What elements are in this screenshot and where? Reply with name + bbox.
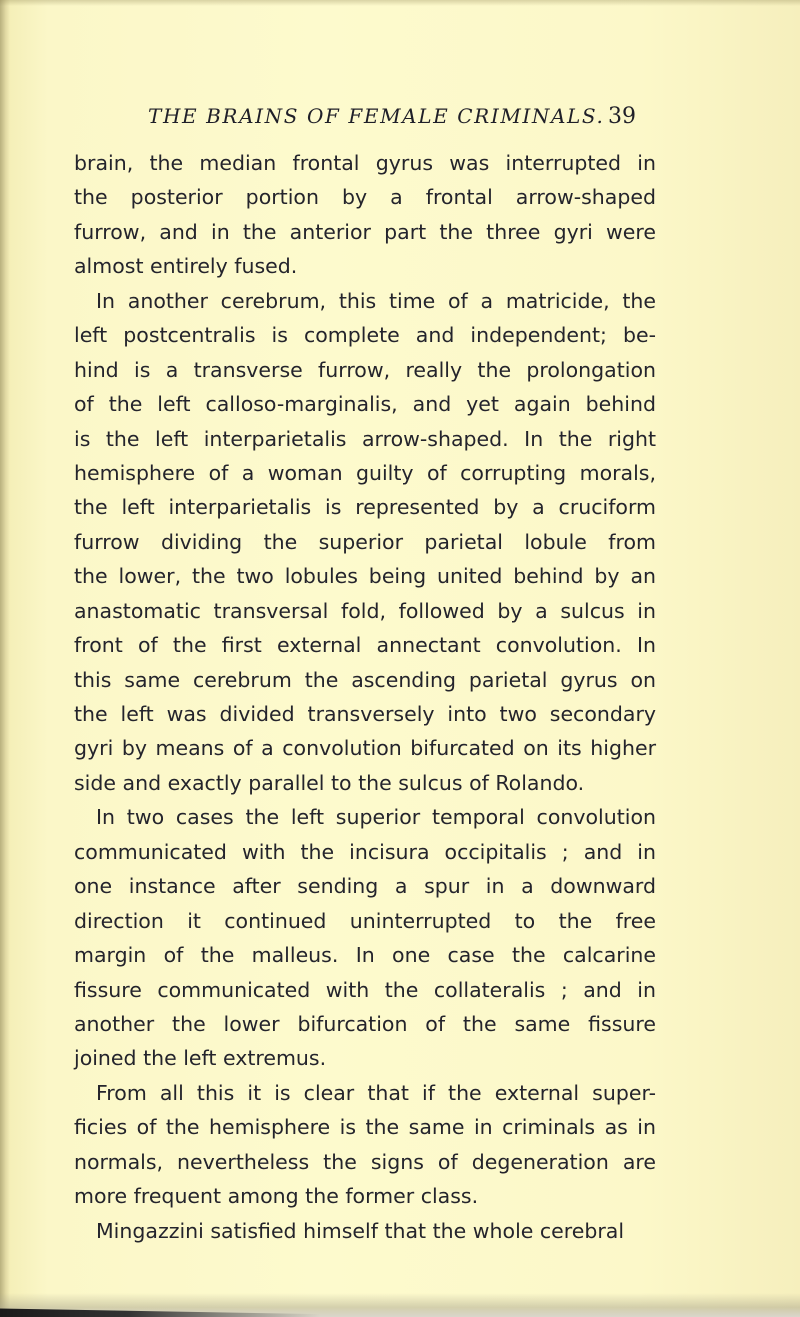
text-line: gyri by means of a convolution bifurcated on its higher [74,736,656,761]
text-line: of the left calloso-marginalis, and yet again behind [74,392,656,417]
text-line: direction it continued uninterrupted to the free [74,908,656,933]
text-line: side and exactly parallel to the sulcus of Rolando. [74,770,585,795]
text-line: joined the left extremus. [74,1046,327,1071]
text-line: furrow dividing the superior parietal lobule from [74,529,656,554]
text-line: left postcentralis is complete and independent; be- [74,323,656,348]
text-line: one instance after sending a spur in a downward [74,874,656,899]
text-line: ficies of the hemisphere is the same in criminals as in [74,1115,656,1140]
text-line: communicated with the incisura occipitalis ; and in [74,839,656,864]
text-line: Mingazzini satisfied himself that the whole cerebral [96,1218,625,1243]
text-line: fissure communicated with the collateralis ; and in [74,977,656,1002]
text-line: hemisphere of a woman guilty of corrupting morals, [74,460,656,485]
text-line: hind is a transverse furrow, really the prolongation [74,357,656,382]
page-gutter-shadow [0,0,10,1317]
running-title: THE BRAINS OF FEMALE CRIMINALS. [148,104,605,128]
text-line: front of the first external annectant convolution. In [74,633,656,658]
page-top-shadow [0,0,800,6]
text-line: the left interparietalis is represented by a cruciform [74,495,656,520]
text-line: In another cerebrum, this time of a matricide, the [96,288,656,313]
text-line: the posterior portion by a frontal arrow-shaped [74,185,656,210]
text-line: another the lower bifurcation of the same fissure [74,1011,656,1036]
body-text [74,146,656,1248]
page-number: 39 [608,104,636,129]
text-line: the left was divided transversely into two secondary [74,702,656,726]
text-line: normals, nevertheless the signs of degeneration are [74,1149,656,1174]
text-line: In two cases the left superior temporal convolution [96,805,656,830]
text-line: From all this it is clear that if the external super- [96,1080,656,1105]
text-line: anastomatic transversal fold, followed by a sulcus in [74,598,656,623]
text-line: this same cerebrum the ascending parietal gyrus on [74,667,656,692]
text-line: furrow, and in the anterior part the three gyri were [74,219,656,244]
text-line: margin of the malleus. In one case the calcarine [74,943,656,968]
text-line: the lower, the two lobules being united behind by an [74,564,656,589]
text-line: almost entirely fused. [74,254,298,279]
text-line: brain, the median frontal gyrus was interrupted in [74,151,656,175]
running-header [0,104,800,140]
text-line: more frequent among the former class. [74,1184,479,1209]
text-line: is the left interparietalis arrow-shaped. In the right [74,426,656,451]
